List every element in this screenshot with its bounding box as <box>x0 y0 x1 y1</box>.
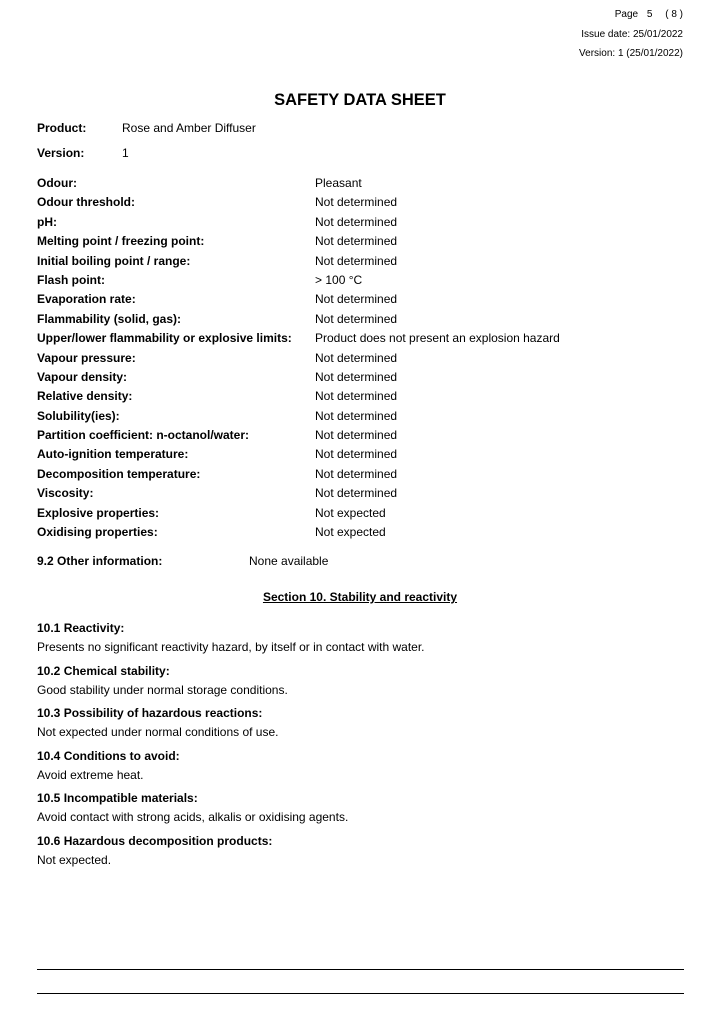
property-row <box>37 272 560 291</box>
property-row <box>37 505 560 524</box>
property-label: Evaporation rate: <box>37 292 136 307</box>
subsection <box>37 790 425 833</box>
property-value: Not determined <box>315 486 398 501</box>
page-number: 5 <box>646 9 653 20</box>
document-title: SAFETY DATA SHEET <box>274 91 446 109</box>
header-version: Version: 1 (25/01/2022) <box>579 48 683 59</box>
issue-date: Issue date: 25/01/2022 <box>581 29 683 40</box>
property-value: Product does not present an explosion hazard <box>315 331 560 346</box>
property-label: Vapour pressure: <box>37 350 136 365</box>
subsection-body: Not expected under normal conditions of use. <box>37 725 279 739</box>
subsection-body: Not expected. <box>37 852 112 867</box>
product-label: Product: <box>37 121 87 135</box>
page-label: Page <box>614 9 639 20</box>
property-row <box>37 175 560 194</box>
property-label: Explosive properties: <box>37 505 160 520</box>
subsection-body: Avoid extreme heat. <box>37 767 144 782</box>
property-value: Not determined <box>315 195 398 210</box>
property-label: Melting point / freezing point: <box>37 234 205 249</box>
property-label: Relative density: <box>37 389 133 404</box>
property-value: Not determined <box>315 311 398 326</box>
property-value: Not determined <box>315 389 398 404</box>
subsection <box>37 748 425 791</box>
section-10-subsections <box>37 620 425 875</box>
property-row <box>37 194 560 213</box>
property-row <box>37 233 560 252</box>
version-row <box>37 146 129 160</box>
property-row <box>37 291 560 310</box>
property-value: Not determined <box>315 428 398 443</box>
other-information <box>37 554 328 568</box>
property-value: > 100 °C <box>315 272 363 287</box>
property-value: Not determined <box>315 408 398 423</box>
property-row <box>37 524 560 543</box>
property-label: Decomposition temperature: <box>37 466 201 481</box>
property-row <box>37 369 560 388</box>
page-total: ( 8 ) <box>665 9 683 20</box>
property-label: pH: <box>37 214 57 229</box>
property-label: Solubility(ies): <box>37 408 120 423</box>
property-row <box>37 350 560 369</box>
version-label: Version: <box>37 146 85 160</box>
property-label: Upper/lower flammability or explosive limits: <box>37 331 292 346</box>
property-label: Initial boiling point / range: <box>37 253 191 268</box>
property-row <box>37 253 560 272</box>
property-value: Not expected <box>315 505 386 520</box>
other-info-value: None available <box>249 554 329 568</box>
section-10-heading: Section 10. Stability and reactivity <box>262 590 458 604</box>
property-row <box>37 446 560 465</box>
property-row <box>37 214 560 233</box>
subsection-body: Presents no significant reactivity hazard, by itself or in contact with water. <box>37 640 425 654</box>
subsection <box>37 705 425 748</box>
version-value: 1 <box>122 146 129 160</box>
subsection-body: Good stability under normal storage conditions. <box>37 682 288 697</box>
subsection-title: 10.4 Conditions to avoid: <box>37 748 180 763</box>
property-value: Not determined <box>315 214 398 229</box>
property-value: Not determined <box>315 350 398 365</box>
property-value: Not determined <box>315 292 398 307</box>
property-row <box>37 408 560 427</box>
product-row <box>37 121 256 135</box>
other-info-label: 9.2 Other information: <box>37 554 163 568</box>
subsection-title: 10.3 Possibility of hazardous reactions: <box>37 706 263 720</box>
property-row <box>37 485 560 504</box>
property-value: Not determined <box>315 234 398 249</box>
subsection-body: Avoid contact with strong acids, alkalis or oxidising agents. <box>37 810 349 824</box>
property-row <box>37 330 560 349</box>
property-row <box>37 311 560 330</box>
subsection-title: 10.1 Reactivity: <box>37 621 125 635</box>
property-value: Not determined <box>315 253 398 268</box>
footer-rule-top <box>37 969 684 970</box>
property-label: Oxidising properties: <box>37 525 158 540</box>
property-value: Not determined <box>315 447 398 462</box>
subsection <box>37 663 425 706</box>
product-value: Rose and Amber Diffuser <box>122 121 256 135</box>
subsection <box>37 833 425 876</box>
property-row <box>37 427 560 446</box>
subsection <box>37 620 425 663</box>
property-value: Pleasant <box>315 176 362 190</box>
property-label: Auto-ignition temperature: <box>37 447 189 462</box>
property-row <box>37 466 560 485</box>
subsection-title: 10.2 Chemical stability: <box>37 663 170 678</box>
property-value: Not expected <box>315 525 386 540</box>
property-label: Odour: <box>37 176 77 190</box>
property-label: Flammability (solid, gas): <box>37 311 182 326</box>
property-value: Not determined <box>315 369 398 384</box>
property-label: Viscosity: <box>37 486 94 501</box>
property-label: Flash point: <box>37 272 105 287</box>
subsection-title: 10.5 Incompatible materials: <box>37 791 198 805</box>
property-label: Vapour density: <box>37 369 128 384</box>
property-label: Odour threshold: <box>37 195 135 210</box>
page-indicator <box>615 9 683 20</box>
properties-list <box>37 175 560 543</box>
footer-rule-bottom <box>37 993 684 994</box>
property-value: Not determined <box>315 466 398 481</box>
property-label: Partition coefficient: n-octanol/water: <box>37 428 250 443</box>
property-row <box>37 388 560 407</box>
subsection-title: 10.6 Hazardous decomposition products: <box>37 833 273 848</box>
